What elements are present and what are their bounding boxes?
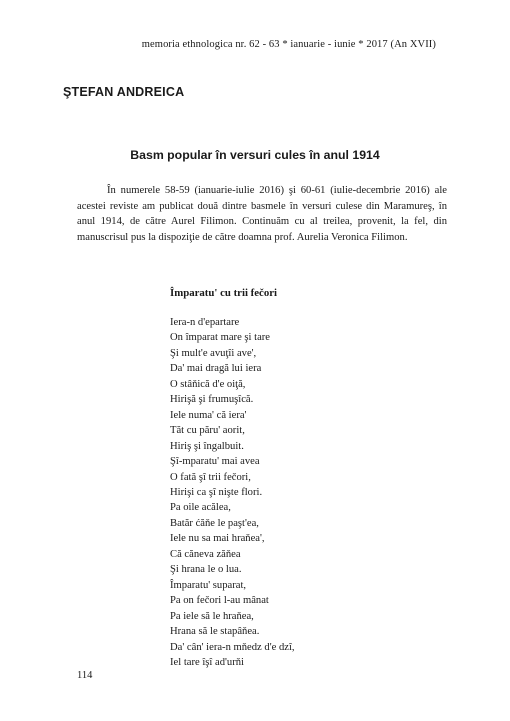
poem-line: Hiriş şi îngalbuit. bbox=[170, 440, 244, 452]
page-number: 114 bbox=[77, 670, 93, 681]
article-title: Basm popular în versuri cules în anul 1914 bbox=[130, 148, 380, 162]
running-header: memoria ethnologica nr. 62 - 63 * ianuarie - iunie * 2017 (An XVII) bbox=[141, 39, 436, 50]
poem-line: Şi mult'e avuţîi ave', bbox=[170, 347, 257, 359]
poem-line: Tăt cu păru' aorit, bbox=[170, 425, 245, 437]
poem-line: Pa oile acălea, bbox=[170, 502, 231, 514]
poem-line: On împarat mare şi tare bbox=[170, 332, 271, 344]
poem-line: Da' mai dragă lui iera bbox=[170, 363, 262, 375]
poem-line: Pa on fečori l-au mânat bbox=[170, 595, 269, 607]
poem-line: Hirişă şi frumuşîcă. bbox=[170, 394, 254, 406]
poem-body bbox=[170, 315, 295, 670]
poem-line: Şî-mparatu' mai avea bbox=[170, 456, 260, 468]
poem-line: Hirişi ca şî nişte flori. bbox=[170, 486, 263, 498]
intro-paragraph: În numerele 58-59 (ianuarie-iulie 2016) şi 60-61 (iulie-decembrie 2016) ale acestei reviste am publicat două dintre basmele în versuri culese din Maramureş, în anul 1914, de către Aurel Filimon. Continuăm cu al treilea, provenit, la fel, din manuscrisul pus la dispoziţie de către doamna prof. Aurelia Veronica Filimon. bbox=[77, 185, 447, 243]
poem-line: Şi hrana le o lua. bbox=[170, 564, 242, 576]
poem-line: O fată şî trii fečori, bbox=[170, 471, 251, 483]
poem-title: Împaratu' cu trii fečori bbox=[170, 287, 278, 299]
poem-line: Pa iele să le hraňea, bbox=[170, 610, 254, 622]
poem-line: Iele nu sa mai hraňea', bbox=[170, 533, 265, 545]
poem-line: Iele numa' că iera' bbox=[170, 409, 247, 421]
poem-line: Da' cân' iera-n mňedz d'e dzî, bbox=[170, 641, 295, 653]
poem-line: Batăr ćăňe le paşt'ea, bbox=[170, 517, 259, 529]
author-name: ŞTEFAN ANDREICA bbox=[63, 85, 185, 99]
poem-line: O stâňică d'e oiţă, bbox=[170, 378, 246, 390]
poem-line: Iel tare îşî ad'urňi bbox=[170, 656, 244, 668]
poem-line: Că căneva zăňea bbox=[170, 548, 241, 560]
poem-line: Hrana să le stapâňea. bbox=[170, 626, 260, 638]
poem-line: Iera-n d'epartare bbox=[170, 317, 240, 328]
poem-line: Împaratu' suparat, bbox=[170, 579, 247, 591]
